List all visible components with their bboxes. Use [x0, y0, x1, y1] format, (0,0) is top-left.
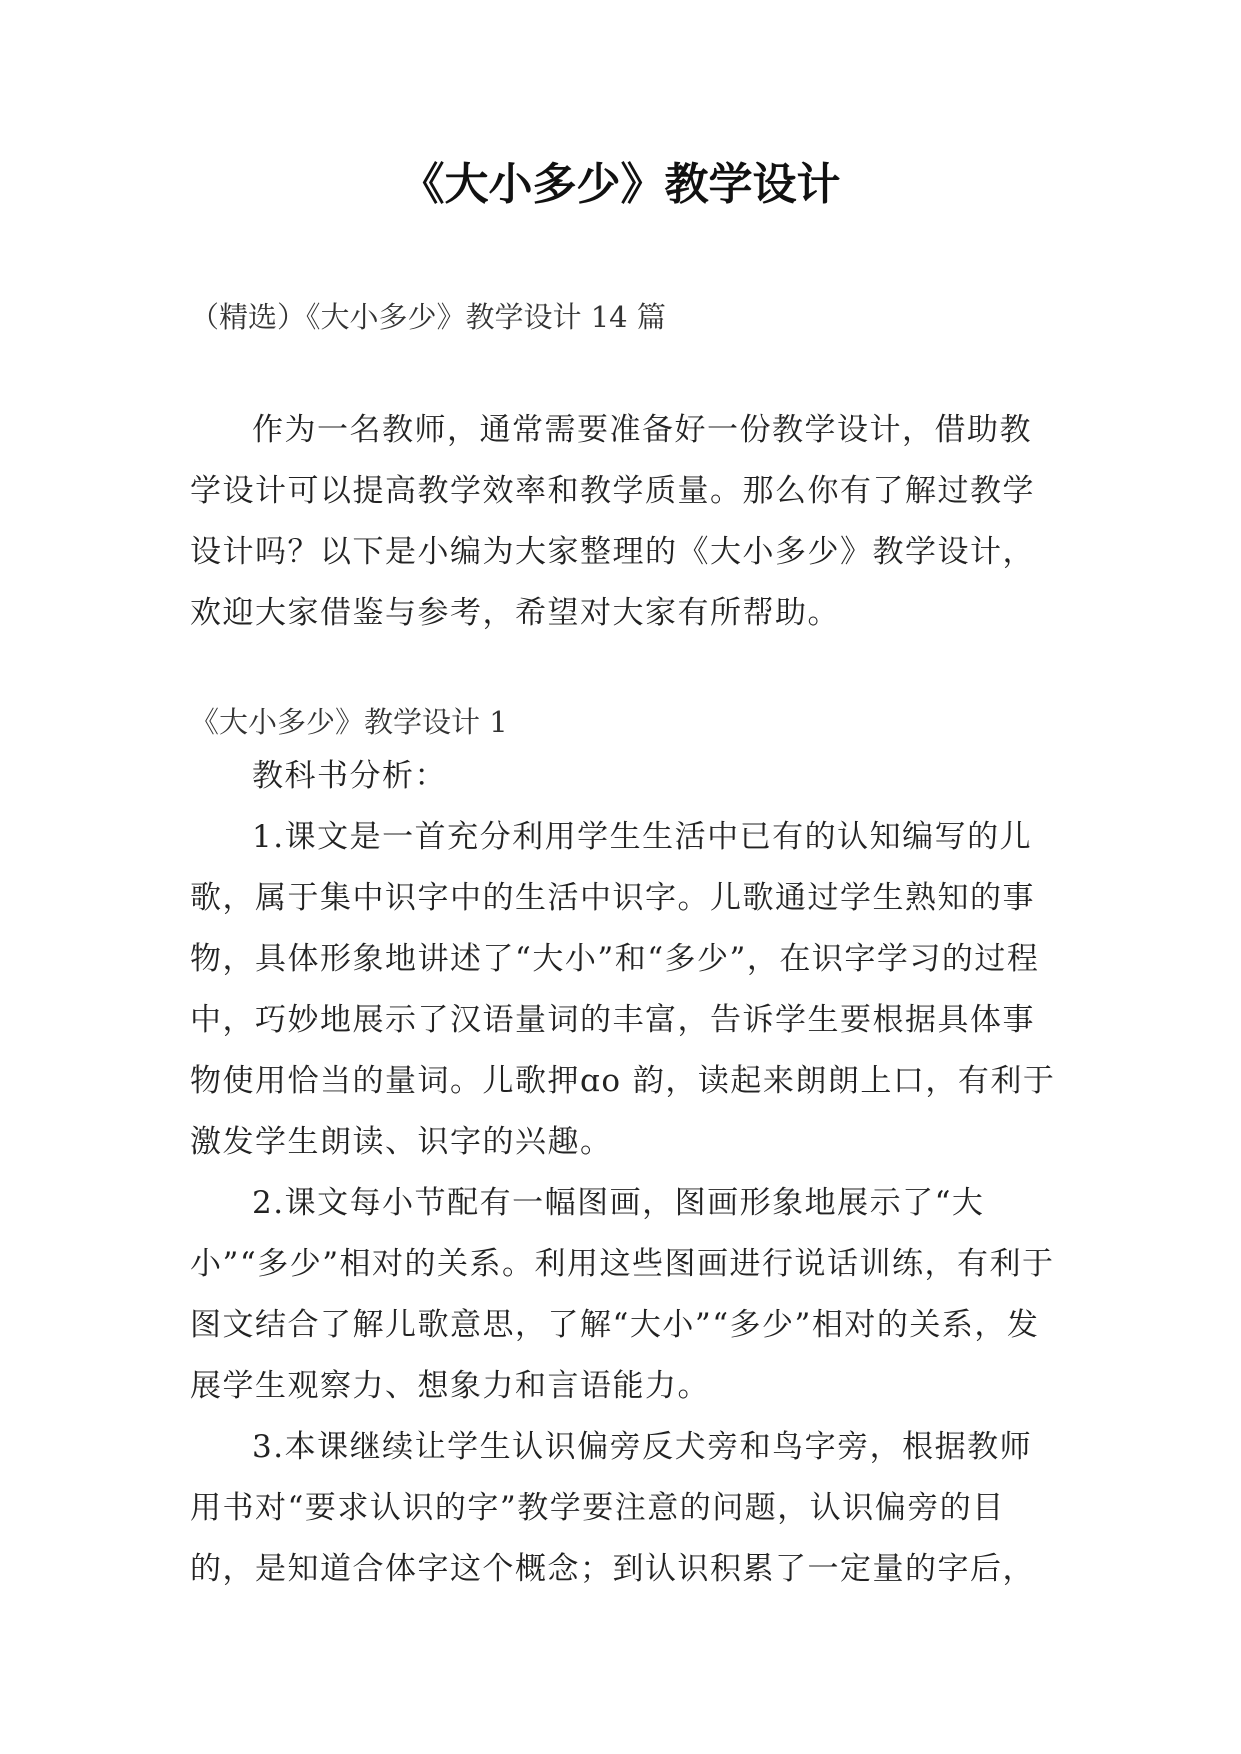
document-subtitle: （精选）《大小多少》教学设计 14 篇 — [190, 300, 666, 334]
section-body — [190, 746, 1058, 1600]
analysis-label: 教科书分析： — [252, 758, 447, 794]
body-paragraph-3: 3.本课继续让学生认识偏旁反犬旁和鸟字旁，根据教师用书对“要求认识的字”教学要注意的问题，认识偏旁的目的，是知道合体字这个概念；到认识积累了一定量的字后， — [190, 1429, 1035, 1587]
intro-block — [190, 400, 1058, 644]
body-paragraph-1: 1.课文是一首充分利用学生生活中已有的认知编写的儿歌，属于集中识字中的生活中识字。儿歌通过学生熟知的事物，具体形象地讲述了“大小”和“多少”，在识字学习的过程中，巧妙地展示了汉语量词的丰富，告诉学生要根据具体事物使用恰当的量词。儿歌押ɑo 韵，读起来朗朗上口，有利于激发学生朗读、识字的兴趣。 — [190, 819, 1056, 1160]
section-heading: 《大小多少》教学设计 1 — [190, 705, 508, 739]
document-title: 《大小多少》教学设计 — [400, 159, 841, 210]
body-paragraph-2: 2.课文每小节配有一幅图画，图画形象地展示了“大小”“多少”相对的关系。利用这些图画进行说话训练，有利于图文结合了解儿歌意思，了解“大小”“多少”相对的关系，发展学生观察力、想象力和言语能力。 — [190, 1185, 1055, 1404]
intro-paragraph: 作为一名教师，通常需要准备好一份教学设计，借助教学设计可以提高教学效率和教学质量。那么你有了解过教学设计吗？以下是小编为大家整理的《大小多少》教学设计，欢迎大家借鉴与参考，希望对大家有所帮助。 — [190, 412, 1035, 631]
